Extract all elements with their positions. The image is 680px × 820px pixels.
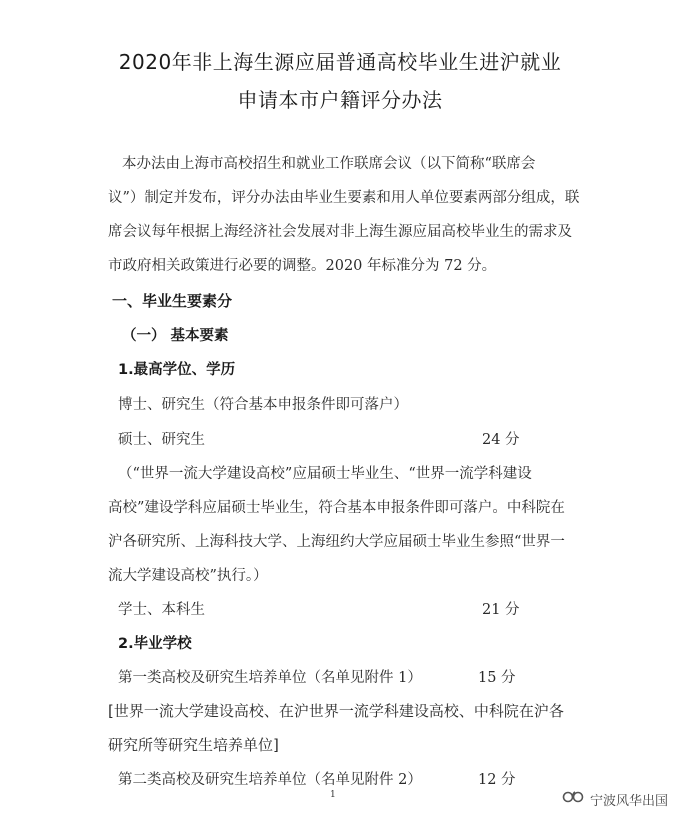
page-number: 1 (330, 790, 336, 800)
document-title-line1: 2020年非上海生源应届普通高校毕业生进沪就业 (118, 50, 562, 74)
master-note-line-3: 沪各研究所、上海科技大学、上海纽约大学应届硕士毕业生参照“世界一 (108, 534, 565, 550)
bachelor-label: 学士、本科生 (118, 602, 205, 618)
class1-score: 15 分 (478, 670, 516, 686)
class1-note-line-2: 研究所等研究生培养单位] (108, 736, 279, 754)
bachelor-score: 21 分 (482, 602, 520, 618)
wechat-channel-icon (562, 788, 584, 810)
item-heading-degree: 1.最高学位、学历 (118, 362, 236, 378)
intro-line-2: 议”）制定并发布，评分办法由毕业生要素和用人单位要素两部分组成，联 (108, 190, 580, 206)
intro-line-1: 本办法由上海市高校招生和就业工作联席会议（以下简称“联席会 (122, 156, 536, 172)
master-score: 24 分 (482, 432, 520, 448)
class2-label: 第二类高校及研究生培养单位（名单见附件 2） (118, 772, 422, 788)
subsection-heading: （一） 基本要素 (122, 328, 229, 344)
class2-score: 12 分 (478, 772, 516, 788)
master-label: 硕士、研究生 (118, 432, 205, 448)
master-note-line-4: 流大学建设高校”执行。） (108, 568, 268, 584)
class1-label: 第一类高校及研究生培养单位（名单见附件 1） (118, 670, 422, 686)
doctor-line: 博士、研究生（符合基本申报条件即可落户） (118, 397, 408, 413)
class1-note-line-1: [世界一流大学建设高校、在沪世界一流学科建设高校、中科院在沪各 (108, 702, 564, 720)
watermark (562, 788, 668, 810)
section-heading: 一、毕业生要素分 (112, 292, 233, 310)
intro-line-3: 席会议每年根据上海经济社会发展对非上海生源应届高校毕业生的需求及 (108, 224, 572, 240)
item-heading-school: 2.毕业学校 (118, 636, 192, 652)
master-note-line-1: （“世界一流大学建设高校”应届硕士毕业生、“世界一流学科建设 (118, 466, 532, 482)
document-title-line2: 申请本市户籍评分办法 (237, 88, 443, 112)
intro-line-4: 市政府相关政策进行必要的调整。2020 年标准分为 72 分。 (108, 258, 497, 274)
master-note-line-2: 高校”建设学科应届硕士毕业生，符合基本申报条件即可落户。中科院在 (108, 500, 565, 516)
watermark-text: 宁波风华出国 (589, 793, 668, 809)
